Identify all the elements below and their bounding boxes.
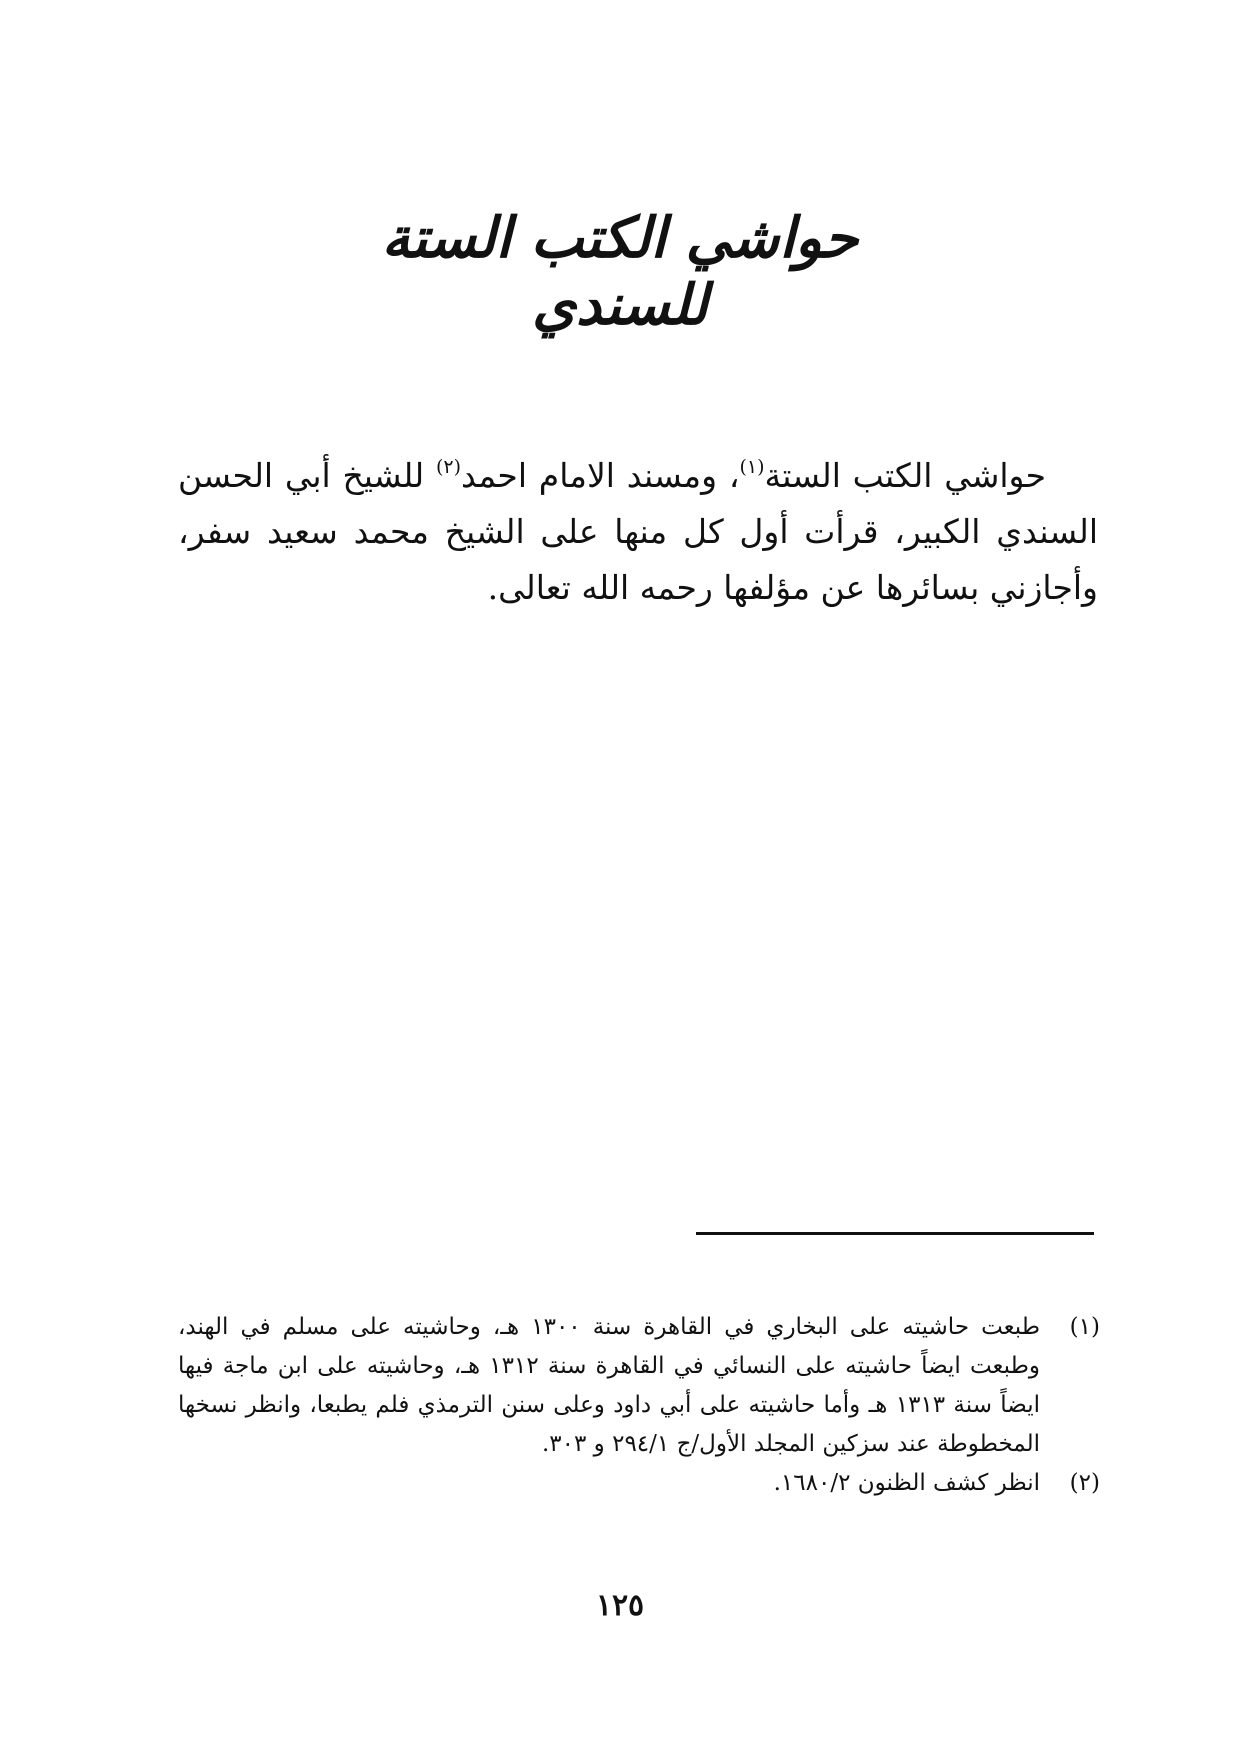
footnote-ref-2: (٢) xyxy=(435,456,462,478)
body-paragraph xyxy=(178,448,1098,616)
footnote-number: (١) xyxy=(1069,1314,1100,1340)
body-segment-2: ، ومسند الامام احمد xyxy=(461,456,740,495)
footnote-2 xyxy=(178,1464,1100,1503)
footnote-number: (٢) xyxy=(1069,1470,1100,1496)
body-segment-3: للشيخ أبي الحسن السندي الكبير، قرأت أول كل منها على الشيخ محمد سعيد سفر، وأجازني بسائرها عن مؤلفها رحمه الله تعالى. xyxy=(178,456,1098,607)
footnote-text: انظر كشف الظنون ١٦٨٠/٢. xyxy=(773,1470,1040,1496)
page-title: حواشي الكتب الستة للسندي xyxy=(381,205,859,339)
footnote-separator xyxy=(696,1232,1094,1235)
body-segment-1: حواشي الكتب الستة xyxy=(764,456,1047,495)
page-number: ١٢٥ xyxy=(595,1588,645,1623)
footnote-1 xyxy=(178,1308,1100,1464)
footnote-text: طبعت حاشيته على البخاري في القاهرة سنة ١٣٠٠ هـ، وحاشيته على مسلم في الهند، وطبعت ايضاً حاشيته على النسائي في القاهرة سنة ١٣١٢ هـ، وحاشيته على ابن ماجة فيها ايضاً سنة ١٣١٣ هـ وأما حاشيته على أبي داود وعلى سنن الترمذي فلم يطبعا، وانظر نسخها المخطوطة عند سزكين المجلد الأول/ج ٢٩٤/١ و ٣٠٣. xyxy=(178,1314,1041,1457)
footnotes xyxy=(178,1308,1100,1503)
footnote-ref-1: (١) xyxy=(739,456,765,478)
